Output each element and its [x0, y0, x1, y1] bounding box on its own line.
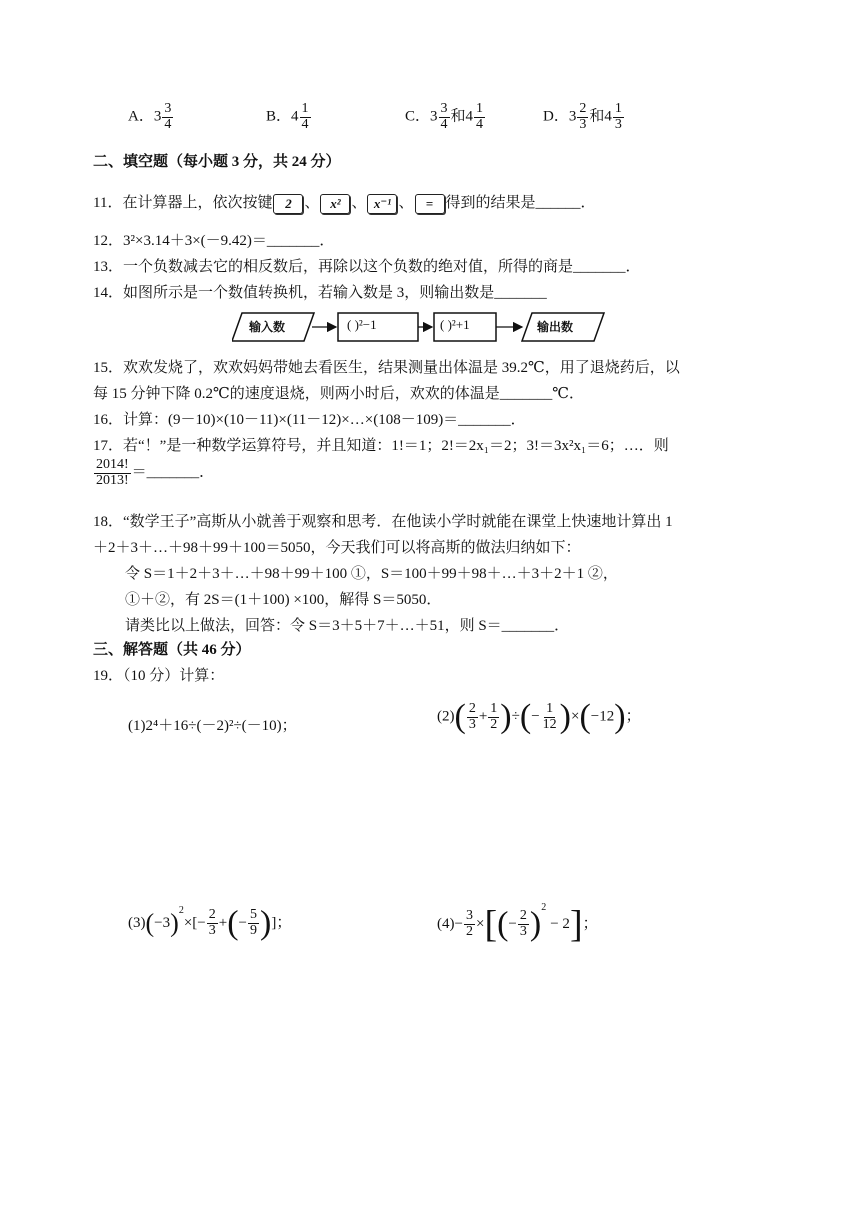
- question-16: 16．计算：(9－10)×(10－11)×(11－12)×…×(108－109)＝_______．: [93, 412, 526, 428]
- calc-key-square: x²: [320, 194, 350, 214]
- question-17-fraction: $\frac{2014!}{2013!}$ ＝_______．: [96, 457, 215, 488]
- question-14: 14．如图所示是一个数值转换机，若输入数是 3，则输出数是_______: [93, 285, 547, 301]
- question-19: 19．（10 分）计算：: [93, 668, 225, 684]
- problem-19-4: (4)− $\frac{3}{2}$ ×[(− $\frac{2}{3}$ )$^2$− 2]；: [437, 902, 598, 946]
- section-3-heading: 三、解答题（共 46 分）: [93, 642, 251, 658]
- question-18-line-4: ①＋②，有 2S＝(1＋100) ×100，解得 S＝5050．: [125, 592, 442, 608]
- flow-box-2: ( )²+1: [440, 317, 470, 332]
- question-11: 11．在计算器上，依次按键 2 、 x² 、 x⁻¹ 、 = 得到的结果是______．: [93, 191, 596, 214]
- question-15-line-1: 15．欢欢发烧了，欢欢妈妈带她去看医生，结果测量出体温是 39.2℃，用了退烧药后，以: [93, 360, 680, 376]
- calc-key-reciprocal: x⁻¹: [367, 194, 397, 214]
- flow-output: 输出数: [537, 320, 574, 334]
- question-13: 13．一个负数减去它的相反数后，再除以这个负数的绝对值，所得的商是_______．: [93, 259, 641, 275]
- calc-key-equals: =: [415, 194, 445, 214]
- option-b: B．4 $\frac{1}{4}$: [266, 101, 309, 132]
- question-17-line-1: 17．若“！”是一种数学运算符号，并且知道：1!＝1；2!＝2x₁＝2；3!＝3x²x₁＝6；…．则: [93, 438, 669, 454]
- calc-key-2: 2: [273, 194, 303, 214]
- question-18-line-3: 令 S＝1＋2＋3＋…＋98＋99＋100 ①，S＝100＋99＋98＋…＋3＋2＋1 ②，: [125, 566, 618, 582]
- option-d: D．3 $\frac{2}{3}$ 和4 $\frac{1}{3}$: [543, 101, 622, 132]
- section-2-heading: 二、填空题（每小题 3 分，共 24 分）: [93, 154, 341, 170]
- question-12: 12．3²×3.14＋3×(－9.42)＝_______．: [93, 233, 335, 249]
- problem-19-1: (1)2⁴＋16÷(－2)²÷(－10)；: [128, 718, 297, 734]
- problem-19-2: (2)( $\frac{2}{3}$ + $\frac{1}{2}$ )÷(− $\frac{1}{12}$ )×(−12)；: [437, 698, 641, 735]
- problem-19-3: $(3)(-3)^2\times[-$ $\frac{2}{3}$ +(− $\frac{5}{9}$ )]；: [128, 904, 292, 942]
- flow-input: 输入数: [249, 320, 286, 334]
- question-18-line-2: ＋2＋3＋…＋98＋99＋100＝5050，今天我们可以将高斯的做法归纳如下：: [93, 540, 581, 556]
- option-c: C．3 $\frac{3}{4}$ 和4 $\frac{1}{4}$: [405, 101, 484, 132]
- question-15-line-2: 每 15 分钟下降 0.2℃的速度退烧，则两小时后，欢欢的体温是_______℃．: [93, 386, 585, 402]
- flow-box-1: ( )²−1: [347, 317, 377, 332]
- question-18-line-1: 18．“数学王子”高斯从小就善于观察和思考．在他读小学时就能在课堂上快速地计算出 1: [93, 514, 673, 530]
- question-18-line-5: 请类比以上做法，回答：令 S＝3＋5＋7＋…＋51，则 S＝_______．: [125, 618, 570, 634]
- option-a: A．3 $\frac{3}{4}$: [128, 101, 172, 132]
